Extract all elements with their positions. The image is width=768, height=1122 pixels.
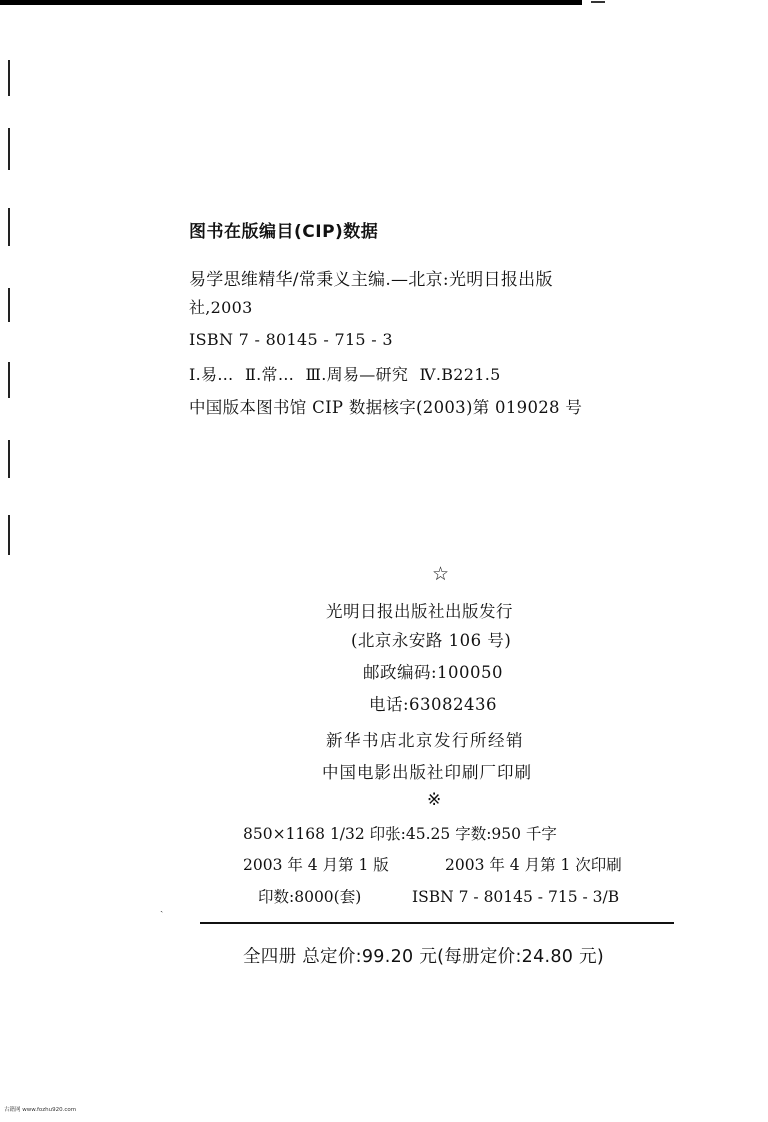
cip-subject-line: Ⅰ.易… Ⅱ.常… Ⅲ.周易—研究 Ⅳ.B221.5 (189, 365, 501, 384)
site-watermark: 古籍网 www.fozhu920.com (4, 1107, 77, 1113)
edition-info: 2003 年 4 月第 1 版 (243, 856, 389, 874)
print-run: 印数:8000(套) (258, 888, 362, 906)
printer: 中国电影出版社印刷厂印刷 (322, 763, 532, 782)
divider-rule (200, 922, 674, 924)
scan-top-border (0, 0, 582, 5)
scan-edge-mark (8, 440, 10, 478)
format-specs: 850×1168 1/32 印张:45.25 字数:950 千字 (243, 825, 557, 843)
printing-info: 2003 年 4 月第 1 次印刷 (445, 856, 622, 874)
scan-speck: ˏ (160, 902, 164, 913)
scan-edge-mark (8, 362, 10, 398)
publisher-address: (北京永安路 106 号) (351, 631, 512, 650)
cip-record-number: 中国版本图书馆 CIP 数据核字(2003)第 019028 号 (189, 398, 583, 417)
star-icon: ☆ (432, 563, 450, 585)
isbn-full: ISBN 7 - 80145 - 715 - 3/B (412, 888, 620, 906)
distributor: 新华书店北京发行所经销 (326, 731, 524, 750)
scan-edge-mark (8, 288, 10, 322)
cip-publisher-line: 社,2003 (189, 298, 253, 317)
cip-title-line: 易学思维精华/常秉义主编.—北京:光明日报出版 (189, 270, 553, 290)
scan-edge-mark (8, 128, 10, 170)
scan-edge-mark (8, 60, 10, 96)
scan-edge-mark (8, 515, 10, 555)
reference-mark-icon: ※ (427, 790, 442, 810)
postal-code: 邮政编码:100050 (363, 663, 504, 682)
price-info: 全四册 总定价:99.20 元(每册定价:24.80 元) (243, 947, 605, 967)
phone-number: 电话:63082436 (369, 695, 498, 714)
cip-heading: 图书在版编目(CIP)数据 (189, 222, 379, 242)
cip-isbn-line: ISBN 7 - 80145 - 715 - 3 (189, 330, 393, 349)
scan-edge-mark (8, 208, 10, 246)
scan-top-dash (591, 1, 605, 3)
publisher-name: 光明日报出版社出版发行 (326, 602, 513, 621)
